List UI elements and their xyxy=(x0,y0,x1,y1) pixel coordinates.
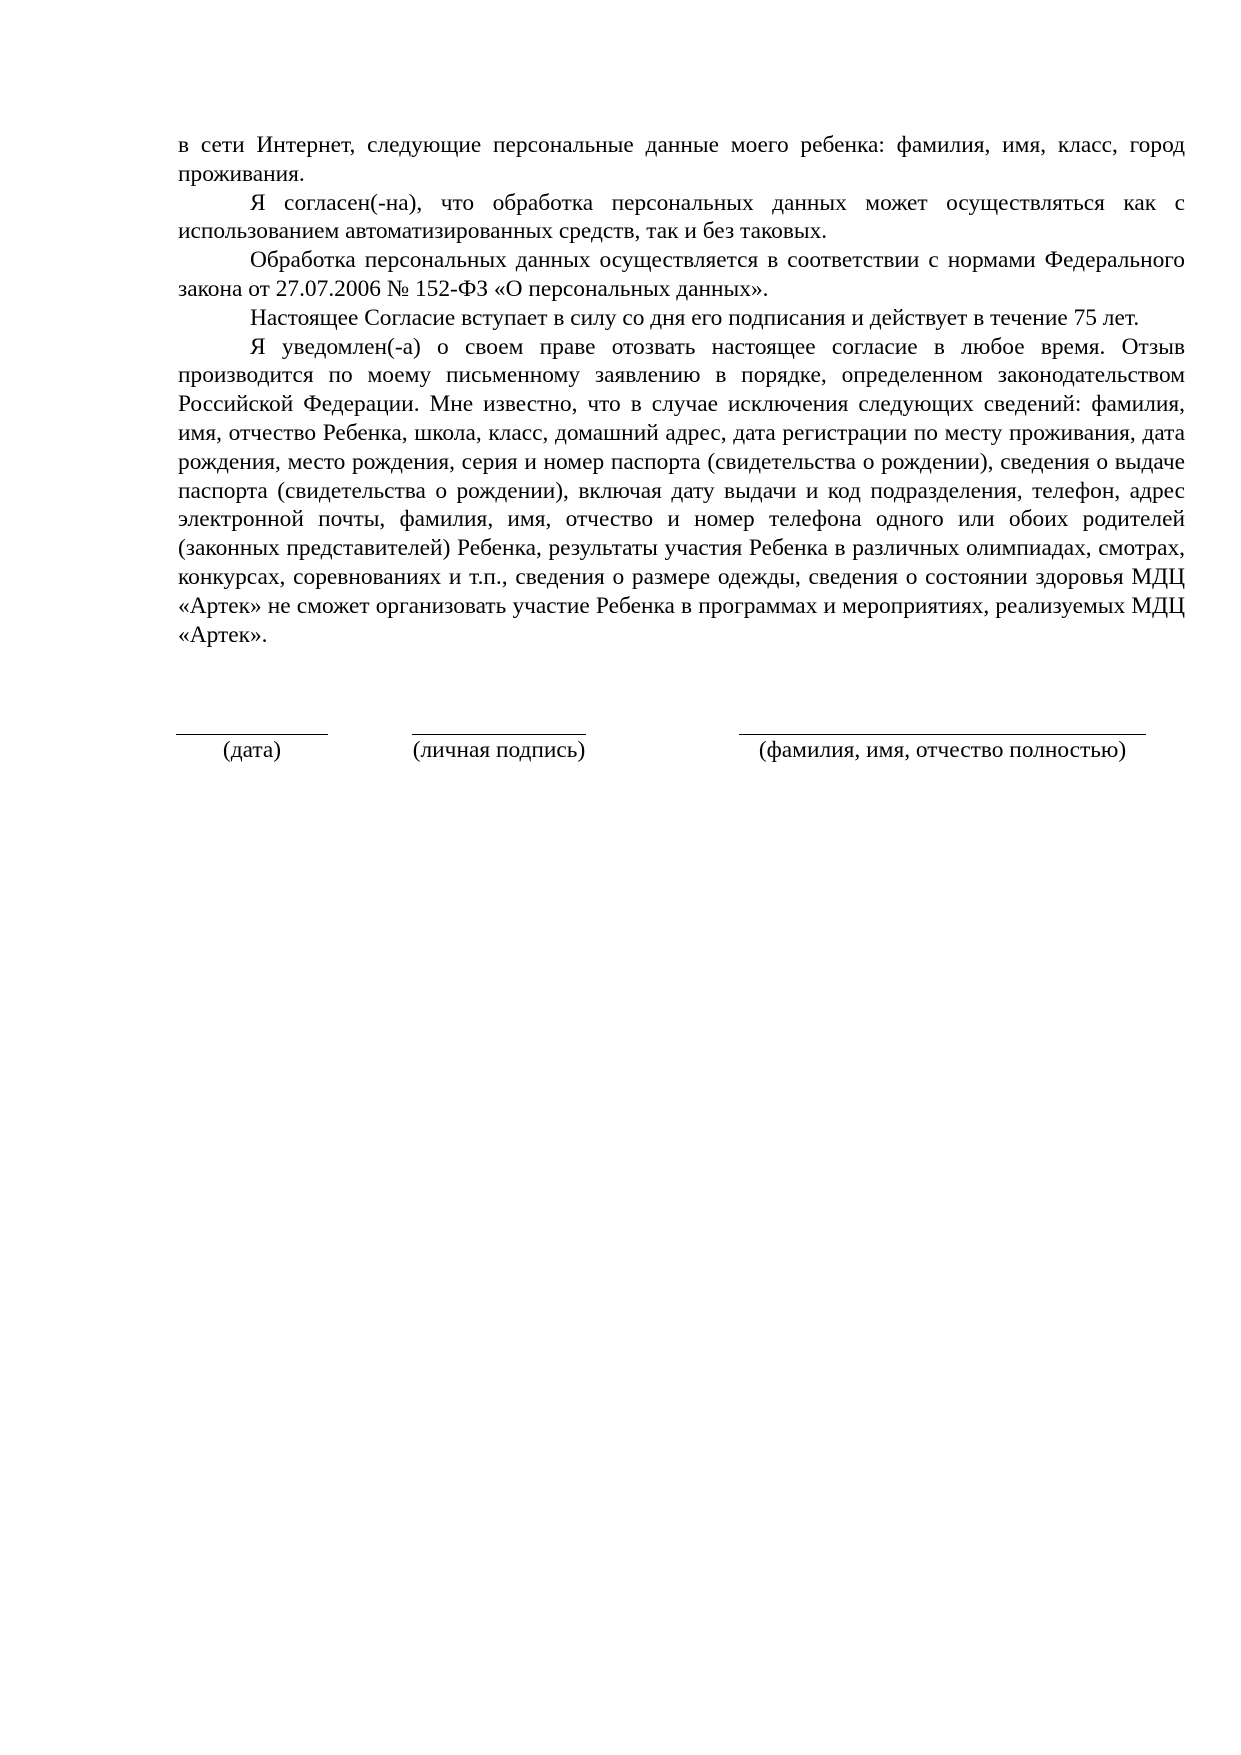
full-name-caption: (фамилия, имя, отчество полностью) xyxy=(758,737,1127,763)
paragraph-withdrawal-right: Я уведомлен(-а) о своем праве отозвать настоящее согласие в любое время. Отзыв производится по моему письменному заявлению в порядке, определенном законодательством Российской Федерации. Мне известно, что в случае исключения следующих сведений: фамилия, имя, отчество Ребенка, школа, класс, домашний адрес, дата регистрации по месту проживания, дата рождения, место рождения, серия и номер паспорта (свидетельства о рождении), сведения о выдаче паспорта (свидетельства о рождении), включая дату выдачи и код подразделения, телефон, адрес электронной почты, фамилия, имя, отчество и номер телефона одного или обоих родителей (законных представителей) Ребенка, результаты участия Ребенка в различных олимпиадах, смотрах, конкурсах, соревнованиях и т.п., сведения о размере одежды, сведения о состоянии здоровья МДЦ «Артек» не сможет организовать участие Ребенка в программах и мероприятиях, реализуемых МДЦ «Артек». xyxy=(178,333,1185,648)
signature-caption: (личная подпись) xyxy=(412,737,586,763)
signature-field xyxy=(412,714,586,763)
full-name-field xyxy=(739,714,1146,763)
paragraph-validity-term: Настоящее Согласие вступает в силу со дня его подписания и действует в течение 75 лет. xyxy=(250,304,1140,331)
signature-row xyxy=(0,714,1241,774)
paragraph-processing-methods: Я согласен(-на), что обработка персональных данных может осуществляться как с использованием автоматизированных средств, так и без таковых. xyxy=(178,189,1185,245)
signature-line xyxy=(412,714,586,735)
date-caption: (дата) xyxy=(222,737,282,763)
date-field xyxy=(176,714,328,763)
consent-text xyxy=(178,131,1185,649)
full-name-line xyxy=(739,714,1146,735)
paragraph-internet-data: в сети Интернет, следующие персональные данные моего ребенка: фамилия, имя, класс, город проживания. xyxy=(178,132,1185,187)
paragraph-federal-law: Обработка персональных данных осуществляется в соответствии с нормами Федерального закона от 27.07.2006 № 152-ФЗ «О персональных данных». xyxy=(178,247,1185,302)
date-line xyxy=(176,714,328,735)
